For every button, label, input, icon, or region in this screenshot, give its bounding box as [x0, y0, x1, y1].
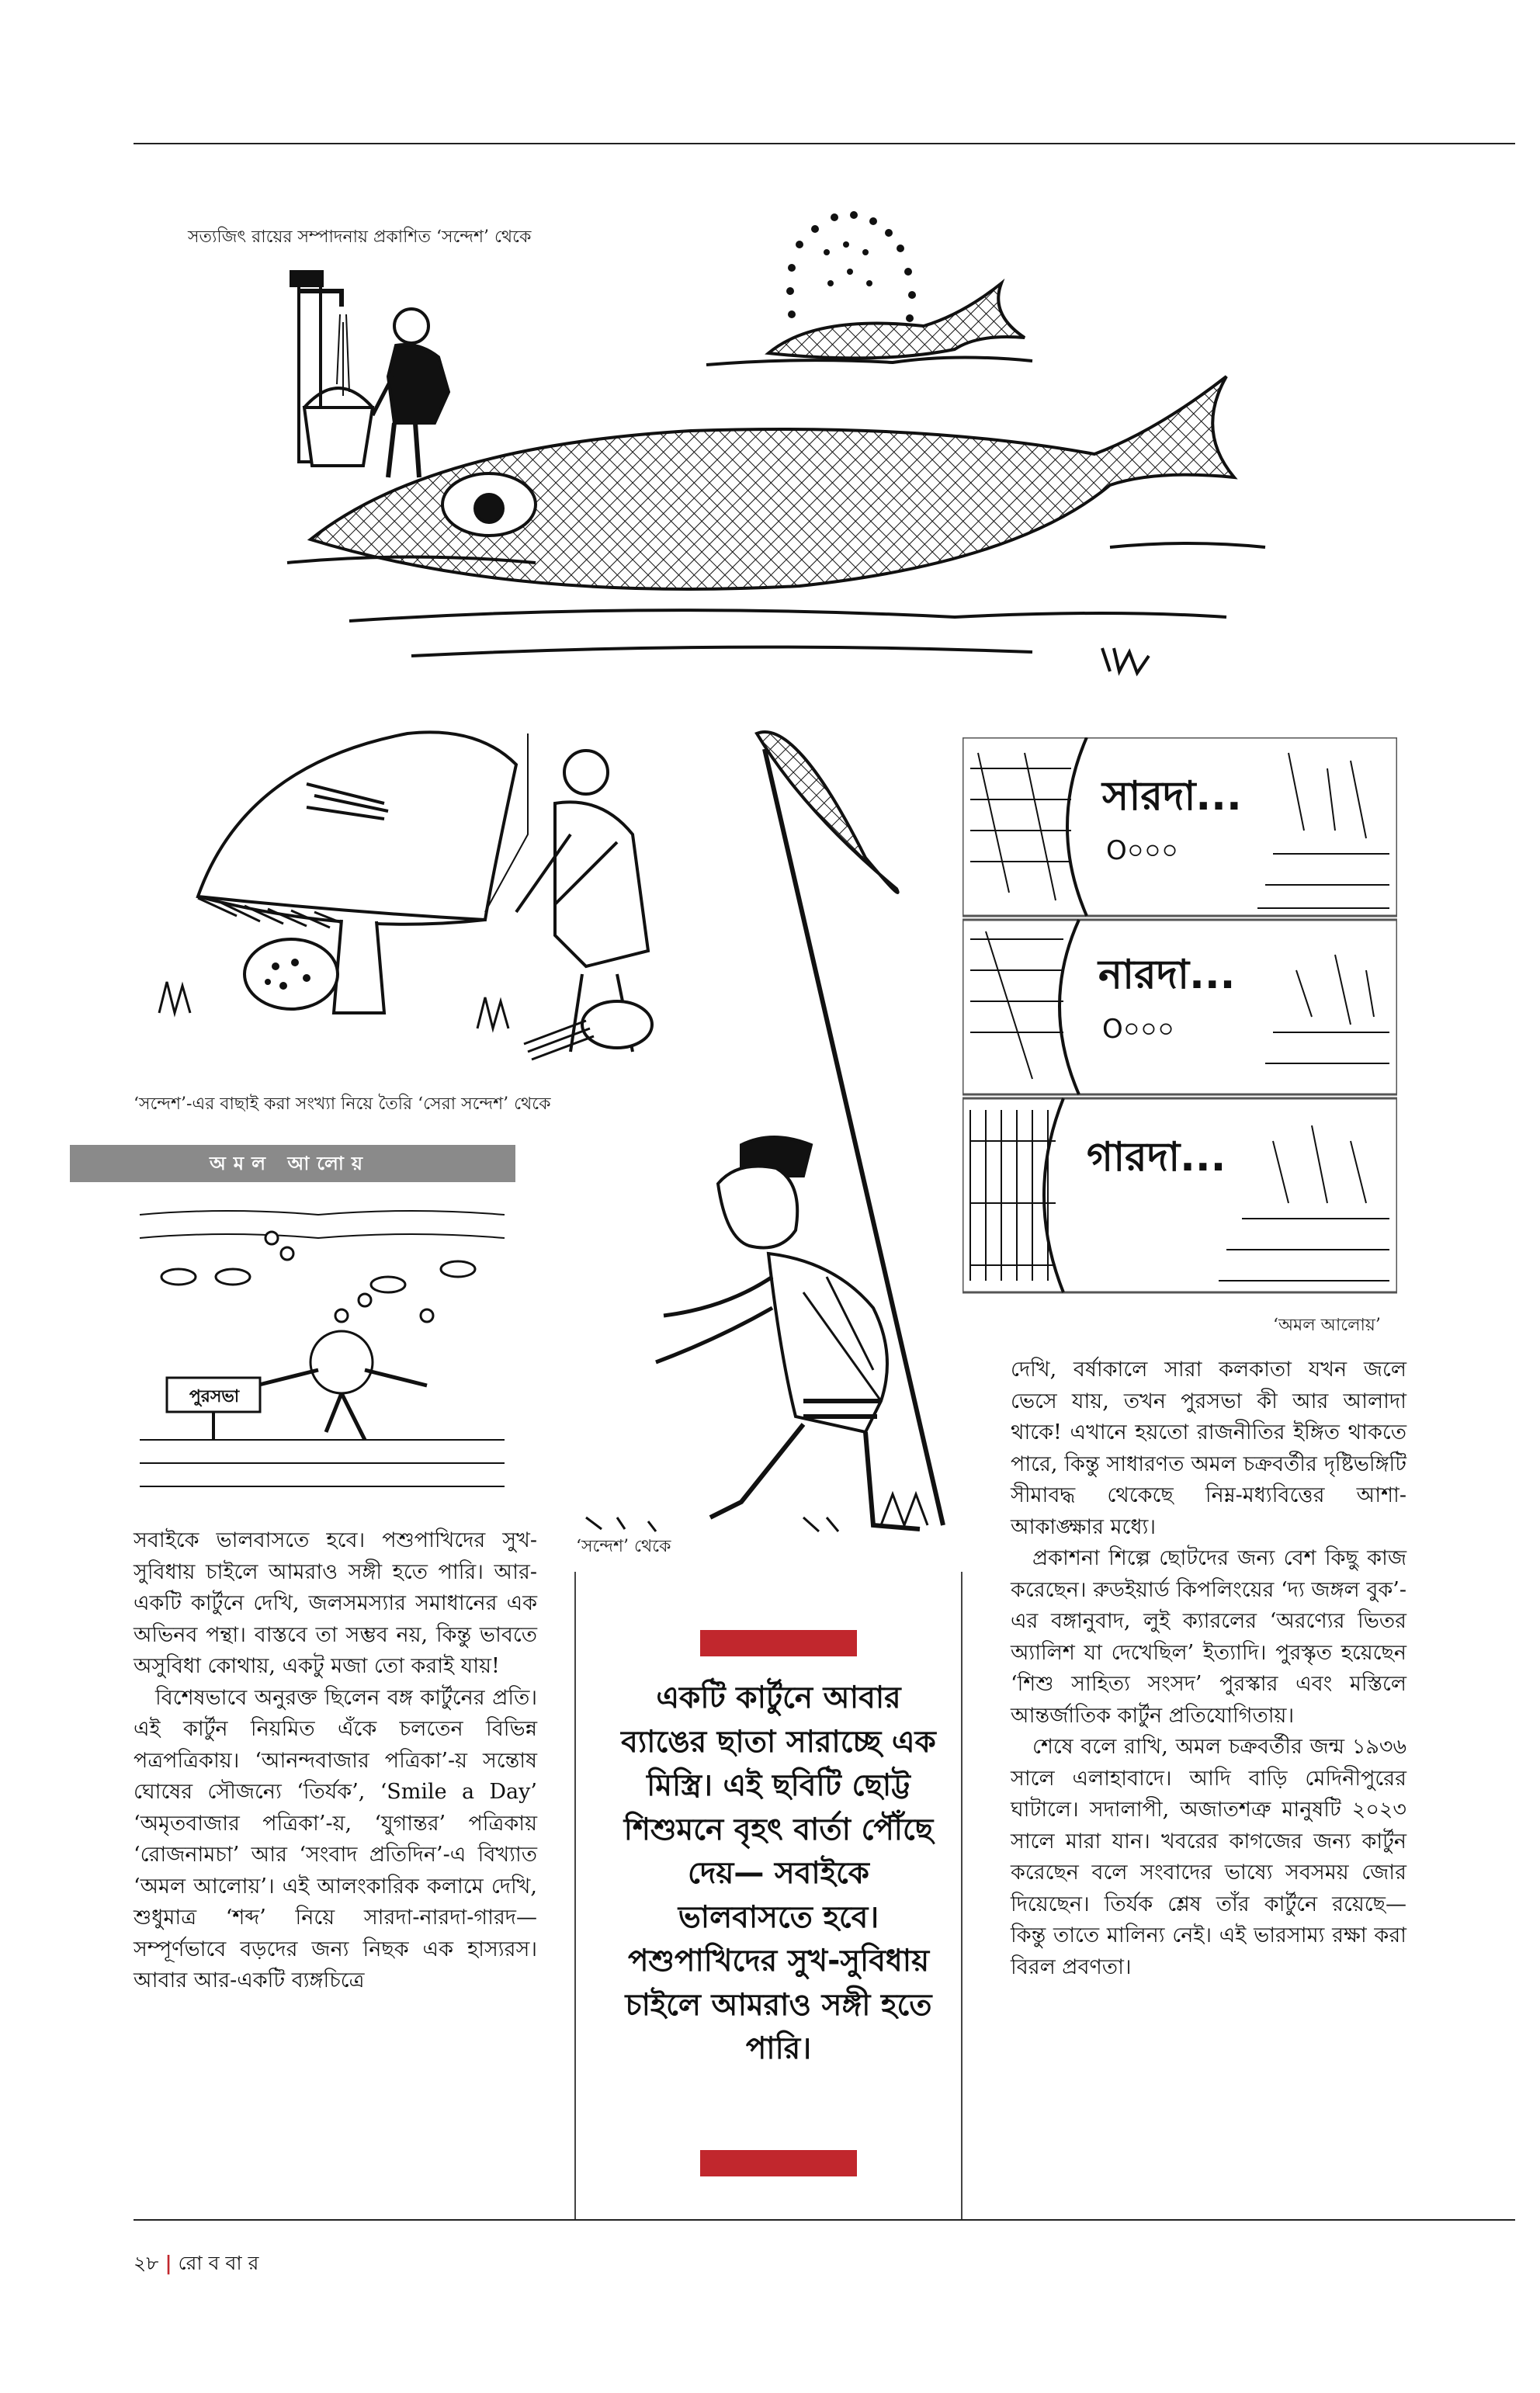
caption-net-cartoon: ‘সন্দেশ’ থেকে	[576, 1537, 671, 1556]
amol-alo-ribbon: অমল আলোয়	[70, 1145, 515, 1182]
right-paragraph-3: শেষে বলে রাখি, অমল চক্রবর্তীর জন্ম ১৯৩৬ সালে এলাহাবাদে। আদি বাড়ি মেদিনীপুরের ঘাটালে। সদালাপী, অজাতশত্রু মানুষটি ২০২৩ সালে মারা যান। খবরের কাগজের জন্য কার্টুন করেছেন বলে সংবাদের ভাষ্যে সবসময় জোর দিয়েছেন। তির্যক শ্লেষ তাঁর কার্টুনে রয়েছে— কিন্তু তাতে মালিন্য নেই। এই ভারসাম্য রক্ষা করা বিরল প্রবণতা।	[1011, 1735, 1406, 1979]
folio-separator: |	[165, 2252, 172, 2274]
underwater-cartoon	[132, 1184, 515, 1498]
underwater-sign-text: পুরসভা	[189, 1387, 240, 1406]
strip-panel-1-circles: O০০০	[1106, 835, 1179, 866]
pullquote: একটি কার্টুনে আবার ব্যাঙের ছাতা সারাচ্ছে এক মিস্ত্রি। এই ছবিটি ছোট্ট শিশুমনে বৃহৎ বার্তা পৌঁছে দেয়— সবাইকে ভালবাসতে হবে। পশুপাখিদের সুখ-সুবিধায় চাইলে আমরাও সঙ্গী হতে পারি।	[621, 1680, 936, 2066]
bottom-rule	[134, 2219, 1515, 2221]
column-rule-left	[574, 1572, 576, 2220]
strip-cartoon	[962, 737, 1397, 1300]
caption-whale-cartoon: সত্যজিৎ রায়ের সম্পাদনায় প্রকাশিত ‘সন্দেশ’ থেকে	[188, 227, 532, 247]
strip-panel-3-text: গারদা...	[1087, 1134, 1226, 1181]
right-column	[1011, 1354, 1406, 1983]
page-number: ২৮	[134, 2252, 159, 2274]
strip-panel-2-circles: O০০০	[1102, 1014, 1175, 1045]
pullquote-bar-top	[700, 1630, 857, 1656]
left-paragraph-1: সবাইকে ভালবাসতে হবে। পশুপাখিদের সুখ-সুবিধায় চাইলে আমরাও সঙ্গী হতে পারি। আর-একটি কার্টুনে দেখি, জলসমস্যার সমাধানের এক অভিনব পন্থা। বাস্তবে তা সম্ভব নয়, কিন্তু ভাবতে অসুবিধা কোথায়, একটু মজা তো করাই যায়!	[134, 1528, 537, 1678]
strip-panel-1-text: সারদা...	[1102, 773, 1242, 820]
right-paragraph-2: প্রকাশনা শিল্পে ছোটদের জন্য বেশ কিছু কাজ করেছেন। রুডইয়ার্ড কিপলিংয়ের ‘দ্য জঙ্গল বুক’-এর বঙ্গানুবাদ, লুই ক্যারলের ‘অরণ্যের ভিতর অ্যালিশ যা দেখেছিল’ ইত্যাদি। পুরস্কৃত হয়েছেন ‘শিশু সাহিত্য সংসদ’ পুরস্কার এবং মস্তিলে আন্তর্জাতিক কার্টুন প্রতিযোগিতায়।	[1011, 1546, 1406, 1728]
pullquote-bar-bottom	[700, 2150, 857, 2176]
whale-cartoon	[256, 198, 1335, 695]
top-rule	[134, 143, 1515, 144]
strip-panel-2-text: নারদা...	[1098, 952, 1236, 998]
right-paragraph-1: দেখি, বর্ষাকালে সারা কলকাতা যখন জলে ভেসে যায়, তখন পুরসভা কী আর আলাদা থাকে! এখানে হয়তো রাজনীতির ইঙ্গিত থাকতে পারে, কিন্তু সাধারণত অমল চক্রবর্তীর দৃষ্টিভঙ্গিটি সীমাবদ্ধ থেকেছে নিম্ন-মধ্যবিত্তের আশা-আকাঙ্ক্ষার মধ্যে।	[1011, 1358, 1406, 1539]
column-rule-right	[961, 1572, 962, 2220]
left-column	[134, 1525, 537, 1997]
caption-strip-cartoon: ‘অমল আলোয়’	[1273, 1316, 1381, 1335]
caption-mushroom-cartoon: ‘সন্দেশ’-এর বাছাই করা সংখ্যা নিয়ে তৈরি ‘সেরা সন্দেশ’ থেকে	[134, 1094, 551, 1114]
net-cartoon	[571, 718, 986, 1607]
folio	[134, 2248, 258, 2281]
left-paragraph-2: বিশেষভাবে অনুরক্ত ছিলেন বঙ্গ কার্টুনের প্রতি। এই কার্টুন নিয়মিত এঁকে চলতেন বিভিন্ন পত্রপত্রিকায়। ‘আনন্দবাজার পত্রিকা’-য় সন্তোষ ঘোষের সৌজন্যে ‘তির্যক’, ‘Smile a Day’ ‘অমৃতবাজার পত্রিকা’-য়, ‘যুগান্তর’ পত্রিকায় ‘রোজনামচা’ আর ‘সংবাদ প্রতিদিন’-এ বিখ্যাত ‘অমল আলোয়’। এই আলংকারিক কলামে দেখি, শুধুমাত্র ‘শব্দ’ নিয়ে সারদা-নারদা-গারদ— সম্পূর্ণভাবে বড়দের জন্য নিছক এক হাস্যরস। আবার আর-একটি ব্যঙ্গচিত্রে	[134, 1685, 537, 1992]
section-name: রো ব বা র	[178, 2252, 259, 2274]
